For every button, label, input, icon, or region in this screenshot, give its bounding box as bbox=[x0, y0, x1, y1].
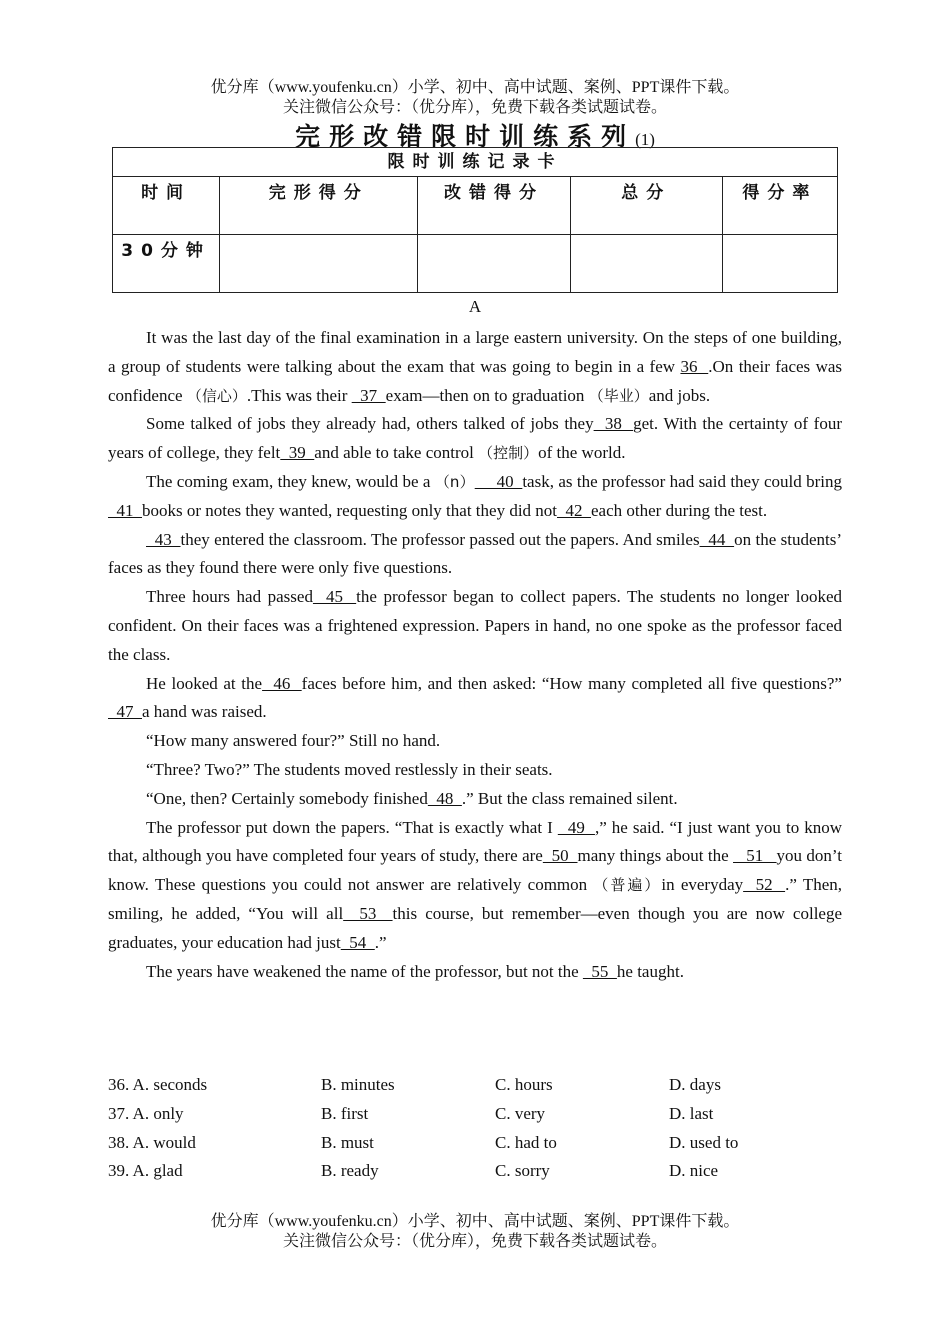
value-cell-total-score bbox=[570, 235, 722, 293]
paragraph-11 bbox=[108, 958, 842, 987]
blank-43: 43 bbox=[146, 529, 181, 549]
text-run: The coming exam, they knew, would be a bbox=[146, 471, 435, 491]
text-run: .” bbox=[374, 932, 387, 952]
text-run: It was the last day of the final examination in a large eastern university. On the steps of one building, a group of students were talking about the exam that was going to begin in a few bbox=[108, 328, 842, 376]
paragraph-10 bbox=[108, 814, 842, 958]
blank-54: 54 bbox=[340, 932, 375, 952]
text-run: get. With the certainty of four years of college, they felt bbox=[108, 414, 843, 463]
blank-55: 55 bbox=[582, 961, 617, 981]
option-c: C. hours bbox=[495, 1075, 553, 1094]
page-footer bbox=[0, 1212, 950, 1252]
option-b: B. must bbox=[321, 1132, 374, 1152]
option-d: D. nice bbox=[669, 1161, 719, 1181]
header-cell-time: 时间 bbox=[113, 177, 220, 235]
text-run: He looked at the bbox=[146, 673, 263, 693]
option-row-38 bbox=[108, 1129, 842, 1158]
option-d: D. last bbox=[669, 1103, 714, 1123]
footer-line-1: 优分库（www.youfenku.cn）小学、初中、高中试题、案例、PPT课件下载。 bbox=[210, 1213, 740, 1230]
record-card-table bbox=[112, 147, 838, 293]
gloss-note: （n） bbox=[434, 472, 475, 491]
text-run: The years have weakened the name of the professor, but not the bbox=[146, 961, 583, 981]
option-b: B. minutes bbox=[321, 1075, 395, 1094]
header-cell-correction-score: 改错得分 bbox=[418, 177, 570, 235]
text-run: of the world. bbox=[538, 443, 626, 463]
option-b: B. first bbox=[321, 1103, 369, 1123]
page-header bbox=[0, 78, 950, 118]
section-label: A bbox=[468, 297, 482, 316]
blank-37: 37 bbox=[351, 385, 386, 405]
option-row-37 bbox=[108, 1100, 842, 1129]
header-line-1: 优分库（www.youfenku.cn）小学、初中、高中试题、案例、PPT课件下载。 bbox=[210, 79, 740, 96]
option-row-36 bbox=[108, 1071, 842, 1100]
blank-36: 36 bbox=[680, 356, 709, 376]
option-a: 38. A. would bbox=[108, 1132, 196, 1152]
text-run: Some talked of jobs they already had, others talked of jobs they bbox=[146, 414, 594, 434]
value-cell-time: 30分钟 bbox=[113, 235, 220, 293]
paragraph-6 bbox=[108, 670, 842, 728]
paragraph-8: “Three? Two?” The students moved restlessly in their seats. bbox=[146, 759, 553, 779]
paragraph-5 bbox=[108, 583, 842, 669]
text-run: faces before him, and then asked: “How many completed all five questions?” bbox=[301, 673, 842, 693]
text-run: and able to take control bbox=[314, 443, 479, 463]
paragraph-7: “How many answered four?” Still no hand. bbox=[146, 731, 441, 751]
text-run: they entered the classroom. The professor passed out the papers. And smiles bbox=[180, 529, 700, 549]
value-cell-cloze-score bbox=[220, 235, 418, 293]
option-a: 39. A. glad bbox=[108, 1161, 183, 1181]
blank-46: 46 bbox=[262, 673, 302, 693]
paragraph-3 bbox=[108, 468, 842, 526]
text-run: the professor began to collect papers. The students no longer looked confident. On their faces was a frightened expression. Papers in hand, no one spoke as the professor faced the class. bbox=[108, 587, 843, 664]
blank-48: 48 bbox=[427, 788, 462, 808]
text-run: a hand was raised. bbox=[142, 702, 267, 722]
blank-53: 53 bbox=[343, 903, 393, 923]
blank-50: 50 bbox=[542, 846, 578, 866]
text-run: The professor put down the papers. “That is exactly what I bbox=[146, 817, 558, 837]
blank-40: 40 bbox=[474, 471, 523, 491]
paragraph-4 bbox=[108, 526, 842, 584]
text-run: you don’t know. These questions you could not answer are relatively common bbox=[108, 846, 843, 895]
text-run: “One, then? Certainly somebody finished bbox=[146, 788, 428, 808]
option-a: 36. A. seconds bbox=[108, 1075, 208, 1094]
text-run: .This was their bbox=[246, 385, 352, 405]
value-cell-score-rate bbox=[722, 235, 837, 293]
title-text: 完形改错限时训练系列 bbox=[295, 122, 636, 151]
text-run: books or notes they wanted, requesting only that they did not bbox=[142, 500, 558, 520]
record-card-caption: 限时训练记录卡 bbox=[113, 148, 838, 177]
text-run: he taught. bbox=[616, 961, 684, 981]
option-a: 37. A. only bbox=[108, 1103, 184, 1123]
blank-47: 47 bbox=[108, 702, 142, 722]
text-run: on the students’ faces as they found there were only five questions. bbox=[108, 529, 843, 578]
text-run: exam—then on to graduation bbox=[385, 385, 589, 405]
text-run: ,” he said. “I just want you to know that, although you have completed four years of study, there are bbox=[108, 817, 843, 866]
option-d: D. used to bbox=[669, 1132, 739, 1152]
header-cell-total-score: 总分 bbox=[570, 177, 722, 235]
paragraph-1 bbox=[108, 324, 842, 410]
option-c: C. sorry bbox=[495, 1161, 550, 1181]
answer-options bbox=[108, 1071, 842, 1186]
option-c: C. had to bbox=[495, 1132, 557, 1152]
option-c: C. very bbox=[495, 1103, 546, 1123]
blank-45: 45 bbox=[312, 587, 357, 607]
blank-42: 42 bbox=[557, 500, 592, 520]
blank-38: 38 bbox=[593, 414, 634, 434]
gloss-note: （普遍） bbox=[593, 876, 662, 895]
text-run: and jobs. bbox=[648, 385, 711, 405]
text-run: in everyday bbox=[661, 875, 744, 895]
text-run: many things about the bbox=[577, 846, 734, 866]
header-cell-cloze-score: 完形得分 bbox=[220, 177, 418, 235]
text-run: task, as the professor had said they could bring bbox=[522, 471, 842, 491]
gloss-note: （信心） bbox=[186, 386, 247, 405]
option-d: D. days bbox=[669, 1075, 721, 1094]
option-b: B. ready bbox=[321, 1161, 379, 1181]
paragraph-2 bbox=[108, 410, 842, 468]
gloss-note: （控制） bbox=[478, 444, 539, 463]
footer-line-2: 关注微信公众号：（优分库），免费下载各类试题试卷。 bbox=[282, 1233, 667, 1250]
blank-52: 52 bbox=[743, 875, 786, 895]
text-run: each other during the test. bbox=[591, 500, 768, 520]
blank-39: 39 bbox=[280, 443, 315, 463]
blank-49: 49 bbox=[557, 817, 595, 837]
value-cell-correction-score bbox=[418, 235, 570, 293]
header-cell-score-rate: 得分率 bbox=[722, 177, 837, 235]
option-row-39 bbox=[108, 1157, 842, 1186]
blank-41: 41 bbox=[108, 500, 142, 520]
text-run: .” But the class remained silent. bbox=[461, 788, 678, 808]
gloss-note: （毕业） bbox=[588, 386, 649, 405]
text-run: .” Then, smiling, he added, “You will all bbox=[108, 875, 843, 923]
paragraph-9 bbox=[108, 785, 842, 814]
title-number: (1) bbox=[635, 130, 655, 149]
text-run: .On their faces was confidence bbox=[108, 356, 843, 405]
cloze-passage bbox=[108, 324, 842, 986]
text-run: this course, but remember—even though you are now college graduates, your education had just bbox=[108, 903, 843, 952]
text-run: Three hours had passed bbox=[146, 587, 313, 607]
blank-51: 51 bbox=[733, 846, 777, 866]
header-line-2: 关注微信公众号：（优分库），免费下载各类试题试卷。 bbox=[282, 99, 667, 116]
blank-44: 44 bbox=[699, 529, 735, 549]
